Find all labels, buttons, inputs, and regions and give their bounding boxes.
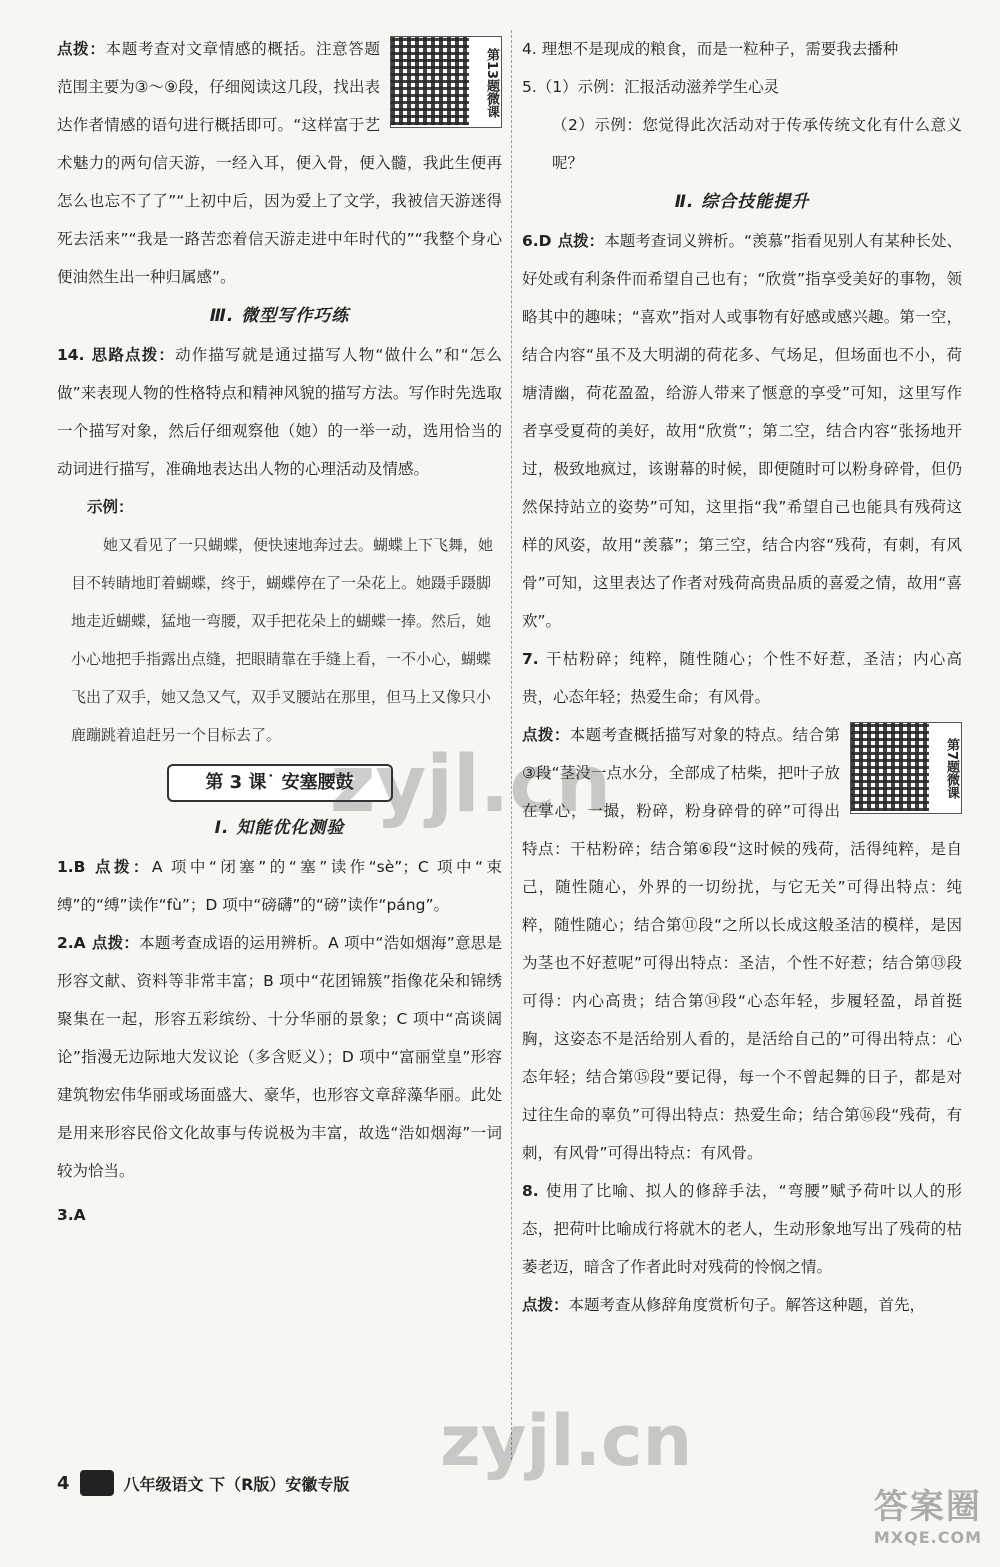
q5-1-answer: 5.（1）示例：汇报活动滋养学生心灵 xyxy=(522,78,780,96)
publisher-logo-icon xyxy=(80,1470,114,1496)
hint-text: 本题考查概括描写对象的特点。结合第③段“茎没一点水分，全部成了枯柴，把叶子放在掌心，一撮，粉碎，粉身碎骨的碎”可得出特点：干枯粉碎；结合第⑥段“这时候的残荷，活得纯粹，是自己，随性随心，外界的一切纷扰，与它无关”可得出特点：纯粹，随性随心；结合第⑪段“之所以长成这般圣洁的模样，是因为茎也不好惹呢”可得出特点：圣洁，个性不好惹；结合第⑬段可得：内心高贵；结合第⑭段“心态年轻，步履轻盈，昂首挺胸，这姿态不是活给别人看的，是活给自己的”可得出特点：心态年轻；结合第⑮段“要记得，每一个不曾起舞的日子，都是对过往生命的辜负”可得出特点：热爱生命；结合第⑯段“残荷，有刺，有风骨”可得出特点：有风骨。 xyxy=(522,726,962,1162)
section-heading-writing: Ⅲ. 微型写作巧练 xyxy=(209,306,350,326)
section-heading-knowledge: Ⅰ. 知能优化测验 xyxy=(214,818,345,838)
question-number: 1.B xyxy=(57,858,86,876)
qr-code-q13[interactable] xyxy=(390,36,502,128)
question-number: 14. xyxy=(57,346,85,364)
q8-explanation xyxy=(522,1286,962,1324)
answer-text: 本题考查词义辨析。“羡慕”指看见别人有某种长处、好处或有利条件而希望自己也有；“欣赏”指享受美好的事物，领略其中的趣味；“喜欢”指对人或事物有好感或感兴趣。第一空，结合内容“虽不及大明湖的荷花多、气场足，但场面也不小，荷塘清幽，荷花盈盈，给游人带来了惬意的享受”可知，这里写作者享受夏荷的美好，故用“欣赏”；第二空，结合内容“张扬地开过，极致地疯过，该谢幕的时候，即便随时可以粉身碎骨，但仍然保持站立的姿势”可知，这里指“我”希望自己也能具有残荷这样的风姿，故用“羡慕”；第三空，结合内容“残荷，有刺，有风骨”可知，这里表达了作者对残荷高贵品质的喜爱之情，故用“喜欢”。 xyxy=(522,232,962,630)
q4-answer: 4. 理想不是现成的粮食，而是一粒种子，需要我去播种 xyxy=(522,40,899,58)
left-column xyxy=(57,30,502,1234)
question-number: 2.A xyxy=(57,934,86,952)
example-text: 她又看见了一只蝴蝶，便快速地奔过去。蝴蝶上下飞舞，她目不转睛地盯着蝴蝶，终于，蝴蝶停在了一朵花上。她蹑手蹑脚地走近蝴蝶，猛地一弯腰，双手把花朵上的蝴蝶一捧。然后，她小心地把手指露出点缝，把眼睛靠在手缝上看，一不小心，蝴蝶飞出了双手，她又急又气，双手叉腰站在那里，但马上又像只小鹿蹦跳着追赶另一个目标去了。 xyxy=(71,536,494,744)
qr-code-icon xyxy=(391,37,469,125)
watermark-logo-url: MXQE.COM xyxy=(873,1528,982,1547)
q2-answer xyxy=(57,924,502,1190)
example-label: 示例： xyxy=(87,498,134,516)
answer-text: 本题考查成语的运用辨析。A 项中“浩如烟海”意思是形容文献、资料等非常丰富；B 项中“花团锦簇”指像花朵和锦绣聚集在一起，形容五彩缤纷、十分华丽的景象；C 项中“高谈阔论”指漫无边际地大发议论（多含贬义）；D 项中“富丽堂皇”形容建筑物宏伟华丽或场面盛大、豪华，也形容文章辞藻华丽。此处是用来形容民俗文化故事与传说极为丰富，故选“浩如烟海”一词较为恰当。 xyxy=(57,934,502,1180)
book-title: 八年级语文 下（R版）安徽专版 xyxy=(123,1474,350,1494)
answer-text: 干枯粉碎；纯粹，随性随心；个性不好惹，圣洁；内心高贵，心态年轻；热爱生命；有风骨。 xyxy=(522,650,962,706)
watermark-logo-title: 答案圈 xyxy=(873,1487,982,1527)
page-footer xyxy=(57,1470,349,1496)
q5-2-answer: （2）示例：您觉得此次活动对于传承传统文化有什么意义呢？ xyxy=(552,116,962,172)
q3-answer: 3.A xyxy=(57,1206,86,1224)
qr-code-q7[interactable] xyxy=(850,722,962,814)
section-heading-skills: Ⅱ. 综合技能提升 xyxy=(674,192,810,212)
hint-label: 点拨： xyxy=(91,858,152,876)
answer-text: 动作描写就是通过描写人物“做什么”和“怎么做”来表现人物的性格特点和精神风貌的描写方法。写作时先选取一个描写对象，然后仔细观察他（她）的一举一动，选用恰当的动词进行描写，准确地表达出人物的心理活动及情感。 xyxy=(57,346,502,478)
qr-label: 第7题微课 xyxy=(944,738,959,800)
hint-label: 点拨： xyxy=(522,1296,569,1314)
watermark-text: zyjl.cn xyxy=(330,740,612,830)
qr-label: 第13题微课 xyxy=(484,47,499,119)
q7-answer xyxy=(522,640,962,716)
hint-label: 点拨： xyxy=(91,934,140,952)
q14-answer xyxy=(57,336,502,488)
question-number: 7. xyxy=(522,650,539,668)
q8-answer xyxy=(522,1172,962,1286)
page-number: 4 xyxy=(57,1472,70,1494)
qr-code-icon xyxy=(851,723,929,811)
column-divider xyxy=(511,30,512,1460)
answer-text: A 项中“闭塞”的“塞”读作“sè”；C 项中“束缚”的“缚”读作“fù”；D 项中“磅礴”的“磅”读作“páng”。 xyxy=(57,858,502,914)
answer-text: 使用了比喻、拟人的修辞手法，“弯腰”赋予荷叶以人的形态，把荷叶比喻成行将就木的老人，生动形象地写出了残荷的枯萎老迈，暗含了作者此时对残荷的怜悯之情。 xyxy=(522,1182,962,1276)
question-number: 6.D xyxy=(522,232,552,250)
watermark-text: zyjl.cn xyxy=(440,1400,693,1482)
hint-label: 点拨： xyxy=(557,232,605,250)
hint-text: 本题考查对文章情感的概括。注意答题范围主要为③～⑨段，仔细阅读这几段，找出表达作者情感的语句进行概括即可。“这样富于艺术魅力的两句信天游，一经入耳，便入骨，便入髓，我此生便再怎么也忘不了了”“上初中后，因为爱上了文学，我被信天游迷得死去活来”“我是一路苦恋着信天游走进中年时代的”“我整个身心便油然生出一种归属感”。 xyxy=(57,40,502,286)
hint-text: 本题考查从修辞角度赏析句子。解答这种题，首先， xyxy=(568,1296,926,1314)
hint-label: 思路点拨： xyxy=(90,346,176,364)
hint-label: 点拨： xyxy=(57,40,106,58)
hint-label: 点拨： xyxy=(522,726,570,744)
watermark-logo xyxy=(874,1479,982,1547)
q6-answer xyxy=(522,222,962,640)
question-number: 8. xyxy=(522,1182,539,1200)
q1-answer xyxy=(57,848,502,924)
lesson-title: 第 3 课˙ 安塞腰鼓 xyxy=(167,764,393,802)
right-column xyxy=(522,30,962,1324)
